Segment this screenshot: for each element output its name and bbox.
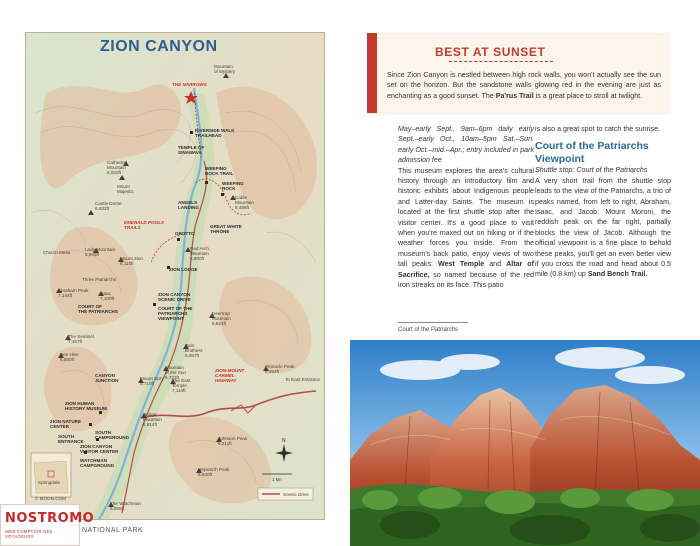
continued-text: is also a great spot to catch the sunrise. bbox=[535, 125, 660, 133]
map-label: Red Arch Mountain 5,800ft bbox=[190, 246, 209, 262]
map-label: Bridge Mountain 6,814ft bbox=[143, 412, 162, 428]
map-label: Johnson Peak 5,211ft bbox=[218, 436, 248, 447]
map-label: Mountain of the Sun 6,723ft bbox=[165, 365, 186, 381]
map-label: Deertrap Mountain 6,824ft bbox=[212, 311, 231, 327]
map-label: SOUTH CAMPGROUND bbox=[95, 430, 129, 441]
map-label: The East Temple 7,110ft bbox=[172, 378, 191, 394]
map-label: Church Mesa bbox=[43, 250, 71, 255]
map-label: COURT OF THE PATRIARCHS bbox=[78, 304, 118, 315]
map-label: Isaac 7,100ft bbox=[100, 291, 115, 302]
map-label: GREAT WHITE THRONE bbox=[210, 224, 242, 235]
map-label: COURT OF THE PATRIARCHS VIEWPOINT bbox=[158, 306, 193, 322]
photo-caption: Court of the Patriarchs bbox=[398, 327, 459, 333]
map-label: Cathedral Mountain 6,930ft bbox=[107, 160, 127, 176]
map-label: CANYON JUNCTION bbox=[95, 373, 119, 384]
map-label: Mountain of Mystery bbox=[214, 64, 236, 75]
text-column-left bbox=[398, 124, 534, 291]
map-label: Castle Dome 6,632ft bbox=[95, 201, 122, 212]
map-label: WEEPING ROCK bbox=[222, 181, 244, 192]
map-label: © MOON.COM bbox=[35, 496, 66, 501]
map-label: Mount Majestic bbox=[117, 184, 134, 195]
section-heading: Court of the Patriarchs Viewpoint bbox=[535, 140, 649, 165]
map-label: Mount Zion 6,110ft bbox=[120, 256, 143, 267]
map-label: To East Entrance bbox=[285, 377, 320, 382]
map-label: Abraham Peak 7,144ft bbox=[58, 288, 89, 299]
sidebar-title: BEST AT SUNSET bbox=[435, 45, 546, 59]
svg-text:N: N bbox=[282, 438, 286, 444]
map-label: Lady Mountain 6,945ft bbox=[85, 247, 116, 258]
map-label: WATCHMAN CAMPGROUND bbox=[80, 458, 114, 469]
left-page bbox=[0, 0, 345, 546]
map-label: Hepworth Peak 5,640ft bbox=[198, 467, 230, 478]
map-label: GROTTO bbox=[175, 231, 195, 236]
museum-hours: May–early Sept., 9am–6pm daily early Sept.–early Oct., 10am–5pm Sat.–Sun. early Oct.–mid.–Apr.; entry included in park admission fee bbox=[398, 125, 534, 165]
map-label: SOUTH ENTRANCE bbox=[58, 434, 84, 445]
zion-canyon-map bbox=[25, 32, 325, 520]
map-label: ZION HUMAN HISTORY MUSEUM bbox=[65, 401, 107, 412]
scale-text: 1 km bbox=[272, 477, 282, 482]
shuttle-stop: Shuttle stop: Court of the Patriarchs bbox=[535, 166, 648, 175]
caption-divider bbox=[398, 322, 468, 323]
map-label: ZION LODGE bbox=[169, 267, 198, 272]
map-label: THE NARROWS bbox=[172, 82, 207, 87]
page-footer: NATIONAL PARK bbox=[82, 527, 144, 534]
map-label: Pinnacle Peak 6,354ft bbox=[265, 364, 295, 375]
photo-graphic bbox=[350, 340, 700, 546]
sidebar-accent-bar bbox=[367, 33, 377, 113]
map-label: TEMPLE OF SINAWAVA bbox=[178, 145, 205, 156]
map-label: ZION NATURE CENTER bbox=[50, 419, 82, 430]
map-label: ZION CANYON VISITOR CENTER bbox=[80, 444, 119, 455]
right-page bbox=[345, 0, 700, 546]
map-label: EMERALD POOLS TRAILS bbox=[124, 220, 165, 231]
museum-description: This museum explores the area's cultural history through an introductory film and historic exhibits about Indigenous people and Latter-day Saints. The museum is located at the first shuttle stop after the visitor center. It's a good place to visit when you're maxed out on hiking or if the weather forces you inside. From the museum's back patio, enjoy views of two tall peaks: West Temple and Altar of Sacrifice, so named because of the red iron streaks on its face. This patio bbox=[398, 166, 534, 290]
map-label: Bee Hive 6,860ft bbox=[60, 352, 79, 363]
logo-main-text: NOSTROMO bbox=[5, 511, 95, 526]
map-label: ZION-MOUNT CARMEL HIGHWAY bbox=[215, 368, 245, 384]
map-label: The Sentinel 7,157ft bbox=[68, 334, 94, 345]
text-column-right bbox=[535, 124, 671, 280]
map-graphic bbox=[26, 33, 325, 520]
map-label: Cable Mountain 6,496ft bbox=[235, 195, 254, 211]
viewpoint-description: A very short trail from the shuttle stop leads to the view of the Patriarchs, a trio of peaks named, from left to right, Abraham, Isaac, and Jacob. Mount Moroni, the reddish peak on the far right, partially blocks the view of Jacob. Although the official viewpoint is a fine place to behold these peaks, you'll get an even better view if you cross the road and head about 0.5 mile (0.8 km) up Sand Bench Trail. bbox=[535, 176, 671, 279]
map-label: Scenic Drive bbox=[283, 492, 309, 497]
nostromo-logo bbox=[0, 504, 95, 546]
logo-sub-text: WEB COMPTOIR DES VOYAGEURS bbox=[5, 529, 53, 539]
map-label: ZION CANYON SCENIC DRIVE bbox=[158, 292, 191, 303]
map-label: RIVERSIDE WALK TRAILHEAD bbox=[195, 128, 235, 139]
map-label: Mount Spry 5,710ft bbox=[140, 376, 164, 387]
court-of-patriarchs-photo bbox=[350, 340, 700, 546]
map-label: WEEPING ROCK TRAIL bbox=[205, 166, 234, 177]
sidebar-text: Since Zion Canyon is nestled between high rock walls, you won't actually see the sun set on the horizon. But the sandstone walls glowing red in the evening are just as enchanting as a good sunset. The Pa'rus Trail is a great place to stroll at twilight. bbox=[387, 71, 661, 100]
map-label: The Watchman 6,555ft bbox=[110, 501, 141, 512]
map-title: ZION CANYON bbox=[100, 38, 218, 55]
map-label: ANGELS LANDING bbox=[178, 200, 199, 211]
map-label: Three Patriarchs bbox=[82, 277, 116, 282]
map-label: Twin Brothers 6,857ft bbox=[185, 343, 203, 359]
map-label: Springdale bbox=[38, 480, 60, 485]
sidebar-divider bbox=[449, 61, 553, 62]
